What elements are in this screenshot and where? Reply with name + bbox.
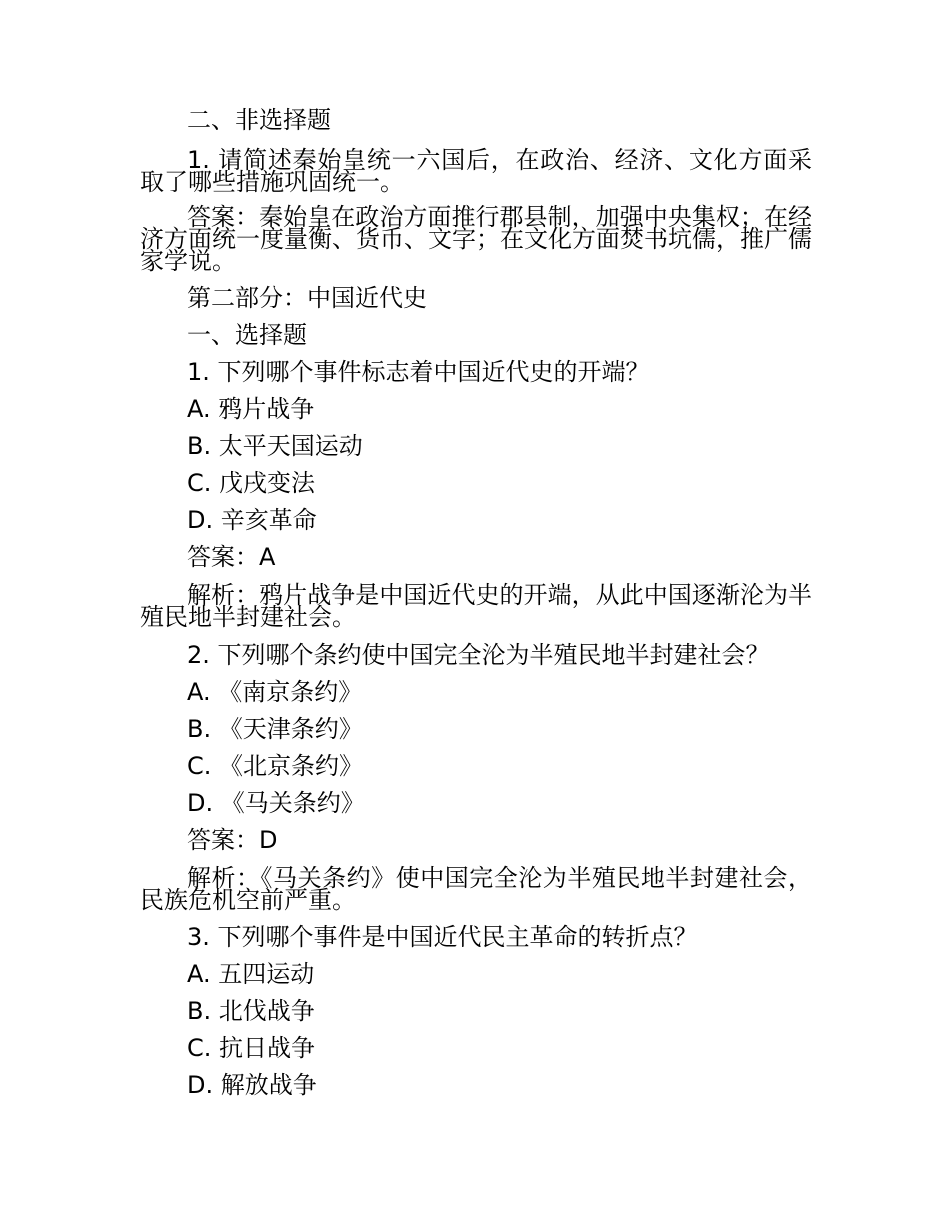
- q1-analysis: 解析：鸦片战争是中国近代史的开端，从此中国逐渐沦为半殖民地半封建社会。: [140, 581, 812, 631]
- q1-option-b: B. 太平天国运动: [187, 432, 363, 460]
- q3-option-d: D. 解放战争: [187, 1071, 317, 1099]
- q1-option-d: D. 辛亥革命: [187, 506, 317, 534]
- q2-option-c: C. 《北京条约》: [187, 752, 364, 780]
- q3-option-c: C. 抗日战争: [187, 1034, 316, 1062]
- question-qin-unification: 1. 请简述秦始皇统一六国后，在政治、经济、文化方面采取了哪些措施巩固统一。: [140, 146, 812, 196]
- part-title-modern-history: 第二部分：中国近代史: [187, 284, 427, 312]
- q3-option-b: B. 北伐战争: [187, 997, 315, 1025]
- answer-qin-unification: 答案：秦始皇在政治方面推行郡县制，加强中央集权；在经济方面统一度量衡、货币、文字；在文化方面焚书坑儒，推广儒家学说。: [140, 203, 812, 275]
- q1-answer: 答案：A: [187, 543, 276, 571]
- q1-option-a: A. 鸦片战争: [187, 395, 315, 423]
- question-2: 2. 下列哪个条约使中国完全沦为半殖民地半封建社会？: [187, 641, 770, 669]
- section-heading-choice: 一、选择题: [187, 321, 307, 349]
- q1-option-c: C. 戊戌变法: [187, 469, 316, 497]
- question-3: 3. 下列哪个事件是中国近代民主革命的转折点？: [187, 923, 698, 951]
- section-heading-non-choice: 二、非选择题: [187, 106, 331, 134]
- q2-option-d: D. 《马关条约》: [187, 789, 365, 817]
- q2-analysis: 解析：《马关条约》使中国完全沦为半殖民地半封建社会，民族危机空前严重。: [140, 864, 812, 914]
- q2-answer: 答案：D: [187, 826, 278, 854]
- q3-option-a: A. 五四运动: [187, 960, 315, 988]
- question-1: 1. 下列哪个事件标志着中国近代史的开端？: [187, 358, 650, 386]
- q2-option-a: A. 《南京条约》: [187, 678, 363, 706]
- q2-option-b: B. 《天津条约》: [187, 715, 363, 743]
